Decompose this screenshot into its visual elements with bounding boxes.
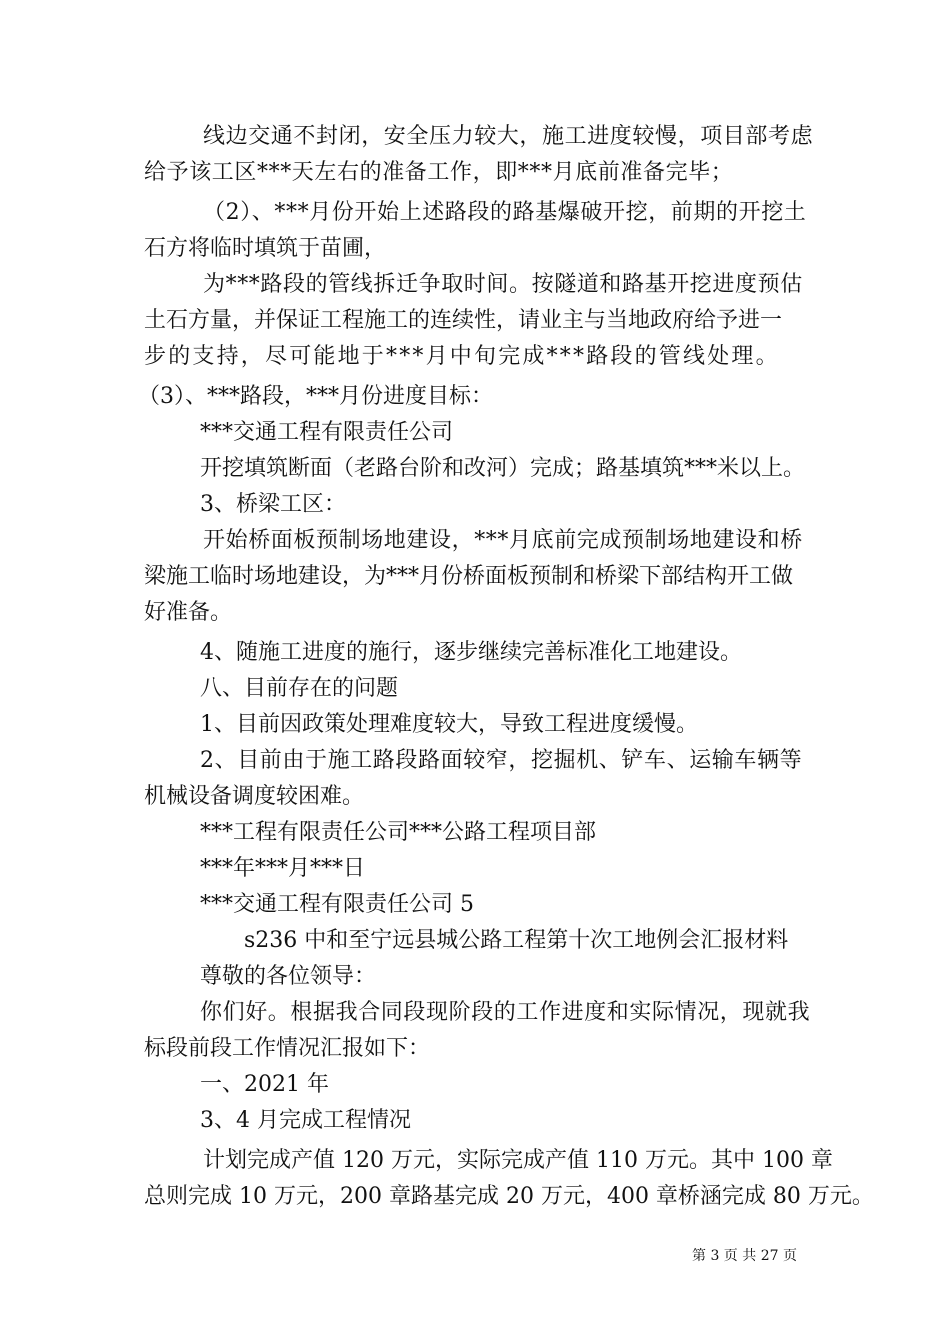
document-title: s236 中和至宁远县城公路工程第十次工地例会汇报材料 xyxy=(244,928,789,953)
section-heading: 一、2021 年 xyxy=(200,1072,329,1097)
signature-date: ***年***月***日 xyxy=(200,856,366,881)
text-line: 为***路段的管线拆迁争取时间。按隧道和路基开挖进度预估 xyxy=(203,272,803,297)
text-line: 1、目前因政策处理难度较大，导致工程进度缓慢。 xyxy=(200,712,698,737)
text-line: 石方将临时填筑于苗圃， xyxy=(144,236,387,261)
text-line: 标段前段工作情况汇报如下： xyxy=(144,1036,431,1061)
text-line: 梁施工临时场地建设，为***月份桥面板预制和桥梁下部结构开工做 xyxy=(144,564,794,589)
text-line: 3、桥梁工区： xyxy=(200,492,346,517)
text-line: 土石方量，并保证工程施工的连续性，请业主与当地政府给予进一 xyxy=(144,308,783,333)
text-line: 4、随施工进度的施行，逐步继续完善标准化工地建设。 xyxy=(200,640,742,665)
text-line: （3）、***路段，***月份进度目标： xyxy=(138,384,493,409)
text-line: 线边交通不封闭，安全压力较大，施工进度较慢，项目部考虑 xyxy=(203,124,814,149)
text-line: 开挖填筑断面（老路台阶和改河）完成；路基填筑***米以上。 xyxy=(200,456,806,481)
text-line: 给予该工区***天左右的准备工作，即***月底前准备完毕； xyxy=(144,160,734,185)
section-heading: 八、目前存在的问题 xyxy=(200,676,399,701)
signature-org: ***工程有限责任公司***公路工程项目部 xyxy=(200,820,597,845)
text-line: 你们好。根据我合同段现阶段的工作进度和实际情况，现就我 xyxy=(200,1000,811,1025)
text-line: 步的支持，尽可能地于***月中旬完成***路段的管线处理。 xyxy=(144,344,780,369)
text-line: 开始桥面板预制场地建设，***月底前完成预制场地建设和桥 xyxy=(203,528,803,553)
text-line: 机械设备调度较困难。 xyxy=(144,784,365,809)
text-line: 3、4 月完成工程情况 xyxy=(200,1108,411,1133)
salutation: 尊敬的各位领导： xyxy=(200,964,377,989)
text-line: 总则完成 10 万元，200 章路基完成 20 万元，400 章桥涵完成 80 万元。 xyxy=(144,1184,874,1209)
text-line: （2）、***月份开始上述路段的路基爆破开挖，前期的开挖土 xyxy=(203,200,807,225)
text-line: ***交通工程有限责任公司 5 xyxy=(200,892,474,917)
text-line: ***交通工程有限责任公司 xyxy=(200,420,454,445)
text-line: 好准备。 xyxy=(144,600,233,625)
text-line: 2、目前由于施工路段路面较窄，挖掘机、铲车、运输车辆等 xyxy=(200,748,803,773)
page-footer: 第 3 页 共 27 页 xyxy=(692,1248,797,1264)
text-line: 计划完成产值 120 万元，实际完成产值 110 万元。其中 100 章 xyxy=(203,1148,833,1173)
